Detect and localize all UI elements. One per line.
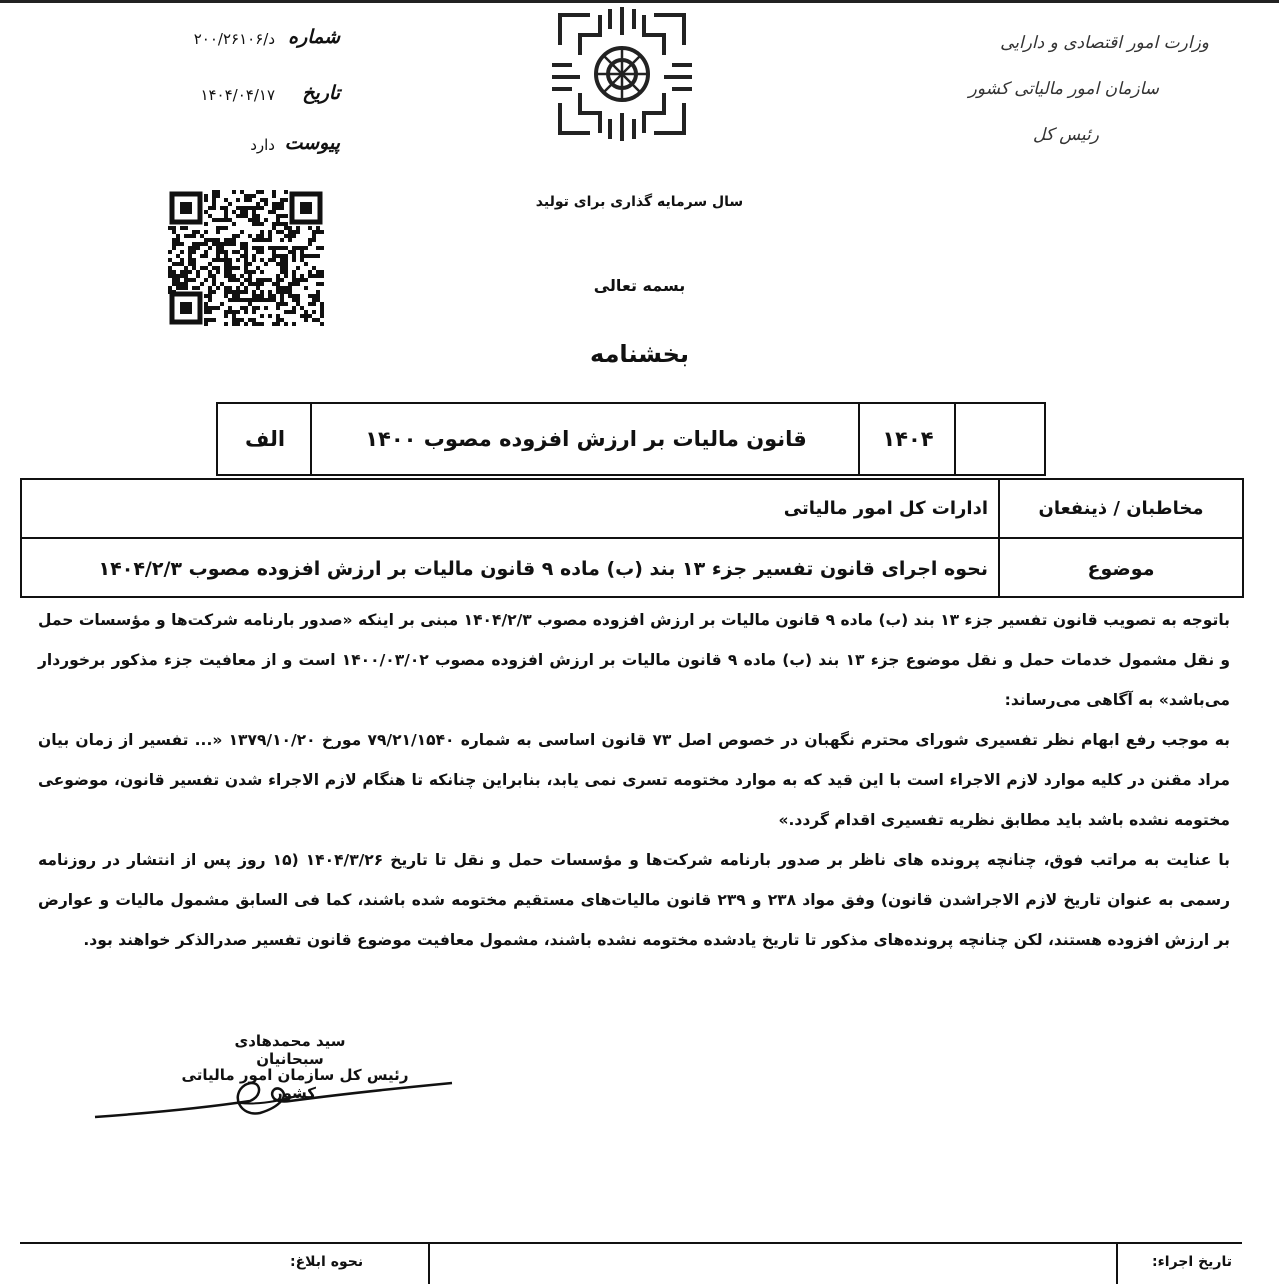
exec-date-label: تاریخ اجراء:: [1152, 1254, 1232, 1270]
body-paragraph-3: با عنایت به مراتب فوق، چنانچه پرونده های ناظر بر صدور بارنامه شرکت‌ها و مؤسسات حمل و نقل تا تاریخ ۱۴۰۴/۳/۲۶ (۱۵ روز پس از انتشار در روزنامه رسمی به عنوان تاریخ لازم الاجراشدن قانون) وفق مواد ۲۳۸ و ۲۳۹ قانون مالیات‌های مستقیم مختومه شده باشند، کما فی السابق مشمول مالیات و عوارض بر ارزش افزوده هستند، لکن چنانچه پرونده‌های مذکور تا تاریخ یادشده مختومه نشده باشند، مشمول معافیت موضوع قانون تفسیر صدرالذکر خواهند بود.: [38, 851, 1230, 949]
top-border: [0, 0, 1279, 3]
category-value: الف: [244, 427, 286, 451]
date-label: تاریخ: [302, 82, 340, 104]
year-value: ۱۴۰۴: [882, 427, 934, 451]
qr-code-icon: [168, 190, 324, 326]
ministry-header: [889, 20, 1209, 158]
number-label: شماره: [288, 26, 340, 48]
body-paragraph-1: باتوجه به تصویب قانون تفسیر جزء ۱۳ بند (ب) ماده ۹ قانون مالیات بر ارزش افزوده مصوب ۱۴۰۴/۲/۳ مبنی بر اینکه «صدور بارنامه شرکت‌ها و مؤسسات حمل و نقل مشمول خدمات حمل و نقل موضوع جزء ۱۳ بند (ب) ماده ۹ قانون مالیات بر ارزش افزوده مصوب ۱۴۰۰/۰۳/۰۲ است و از معافیت جزء مذکور برخوردار می‌باشد» به آگاهی می‌رساند:: [38, 611, 1230, 709]
body-paragraph-2: به موجب رفع ابهام نظر تفسیری شورای محترم نگهبان در خصوص اصل ۷۳ قانون اساسی به شماره ۷۹/۲۱/۱۵۴۰ مورخ ۱۳۷۹/۱۰/۲۰ «... تفسیر از زمان بیان مراد مقنن در کلیه موارد لازم الاجراء است با این قید که به موارد مختومه تسری نمی یابد، بنابراین چنانکه تا هنگام لازم الاجراء شدن تفسیر قانون، موضوعی مختومه نشده باشد باید مطابق نظریه تفسیری اقدام گردد.»: [38, 731, 1230, 829]
year-cell: [858, 402, 956, 476]
ministry-line-3: رئیس کل: [1032, 125, 1099, 145]
date-value: ۱۴۰۴/۰۴/۱۷: [200, 86, 275, 104]
category-cell: [216, 402, 312, 476]
number-row: [150, 26, 340, 60]
attachment-value: دارد: [250, 136, 275, 154]
law-title-cell: [310, 402, 860, 476]
number-value: د/۲۰۰/۲۶۱۰۶: [193, 30, 275, 48]
letter-body: [38, 600, 1230, 960]
audience-value: ادارات کل امور مالیاتی: [783, 497, 988, 519]
subject-label: موضوع: [1087, 558, 1155, 580]
signatory-name: سید محمدهادی سبحانیان: [234, 1032, 346, 1068]
ministry-line-1: وزارت امور اقتصادی و دارایی: [1000, 33, 1209, 53]
handwritten-signature: [90, 1055, 470, 1145]
basmala: بسمه تعالی: [593, 276, 686, 295]
signatory-title: رئیس کل سازمان امور مالیاتی کشور: [181, 1066, 409, 1102]
date-row: [150, 82, 340, 116]
footer-divider-2: [1116, 1244, 1118, 1284]
attachment-row: [150, 132, 340, 166]
attachment-label: پیوست: [284, 132, 340, 154]
blank-cell: [954, 402, 1046, 476]
law-title: قانون مالیات بر ارزش افزوده مصوب ۱۴۰۰: [365, 427, 807, 451]
notify-label: نحوه ابلاغ:: [290, 1254, 364, 1270]
info-table-row-divider: [20, 537, 1244, 539]
audience-label: مخاطبان / ذینفعان: [1038, 497, 1204, 519]
tax-organization-logo: [550, 5, 694, 143]
doc-type-title: بخشنامه: [590, 340, 689, 368]
footer-table: [20, 1242, 1242, 1284]
footer-divider-1: [428, 1244, 430, 1284]
ministry-line-2: سازمان امور مالیاتی کشور: [968, 79, 1159, 99]
year-slogan: سال سرمایه گذاری برای تولید: [535, 194, 744, 210]
subject-value: نحوه اجرای قانون تفسیر جزء ۱۳ بند (ب) ماده ۹ قانون مالیات بر ارزش افزوده مصوب ۱۴۰۴/۲/۳: [98, 558, 988, 580]
